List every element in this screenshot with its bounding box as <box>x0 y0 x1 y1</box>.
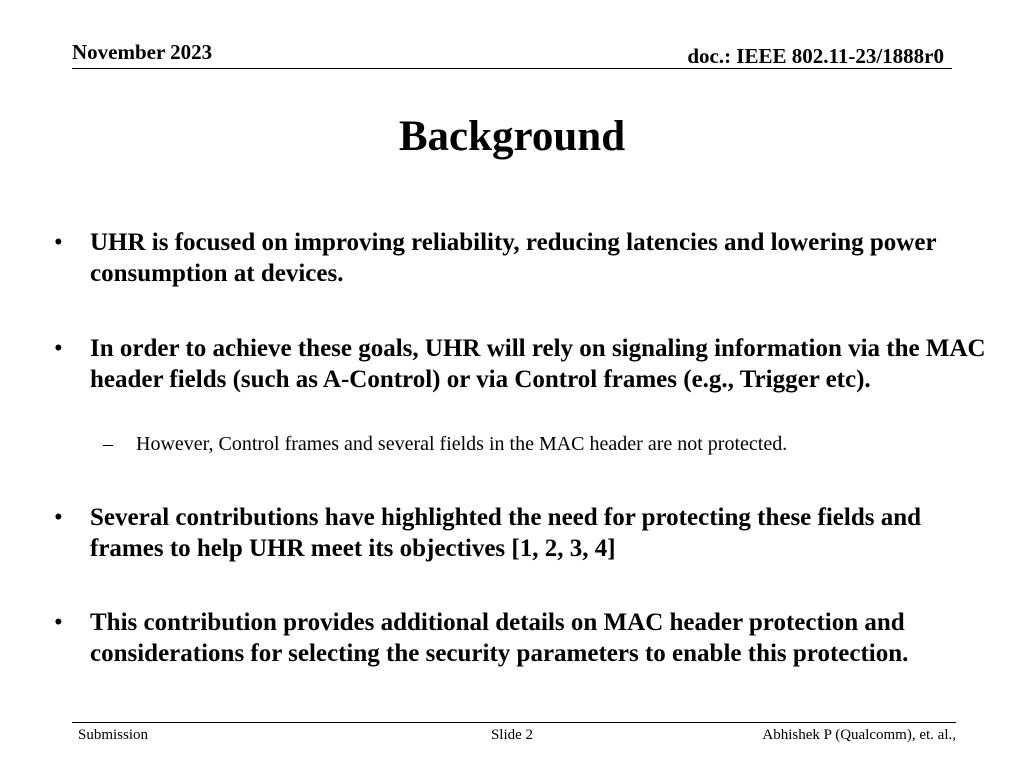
bullet-marker: • <box>54 609 63 636</box>
slide-title: Background <box>398 113 626 160</box>
footer-divider <box>72 722 956 723</box>
bullet-text: Several contributions have highlighted the need for protecting these fields and frames to help UHR meet its objectives [1, 2, 3, 4] <box>90 504 922 562</box>
header-doc-id: doc.: IEEE 802.11-23/1888r0 <box>687 44 944 68</box>
footer-slide-number: Slide 2 <box>490 727 534 743</box>
footer-author: Abhishek P (Qualcomm), et. al., <box>762 727 956 743</box>
bullet-item-3 <box>54 502 990 564</box>
bullet-marker: • <box>54 229 63 256</box>
bullet-item-2 <box>54 333 990 395</box>
sub-bullet-text: However, Control frames and several fields in the MAC header are not protected. <box>136 433 788 455</box>
bullet-marker: • <box>54 504 63 531</box>
sub-bullet-marker: – <box>103 433 113 455</box>
bullet-item-4 <box>54 607 990 669</box>
bullet-text: In order to achieve these goals, UHR will rely on signaling information via the MAC header fields (such as A-Control) or via Control frames (e.g., Trigger etc). <box>90 335 986 393</box>
bullet-text: This contribution provides additional details on MAC header protection and considerations for selecting the security parameters to enable this protection. <box>90 609 909 667</box>
header-divider <box>72 68 952 69</box>
bullet-marker: • <box>54 335 63 362</box>
bullet-text: UHR is focused on improving reliability, reducing latencies and lowering power consumption at devices. <box>90 229 937 287</box>
bullet-item-1 <box>54 227 990 289</box>
sub-bullet-item <box>103 432 986 456</box>
footer-submission: Submission <box>78 727 149 743</box>
header-date: November 2023 <box>72 40 213 64</box>
